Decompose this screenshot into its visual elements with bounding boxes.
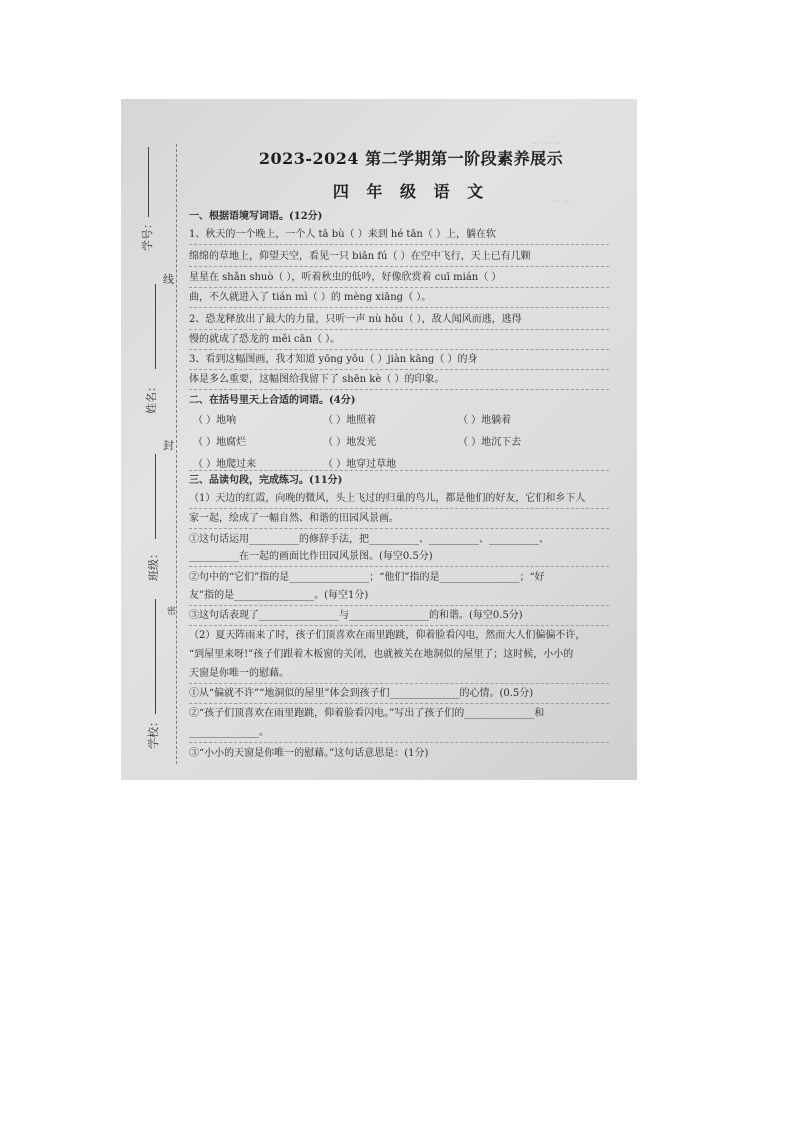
s2-phrase-item: （ ）地照着 xyxy=(323,415,377,426)
seal-secret-char: 密 xyxy=(167,607,177,617)
s2-phrase-item: （ ）地躺着 xyxy=(458,415,512,426)
binding-margin xyxy=(121,99,183,780)
s1-question-3-line: 3、看到这幅图画，我才知道 yōng yǒu（ ）jiàn kāng（ ）的身 xyxy=(189,354,478,365)
s3-p2-question-1: ①从“偏就不许”“地洞似的屋里”体会到孩子们______________的心情。(0.5分) xyxy=(189,688,534,699)
answer-rule xyxy=(189,329,609,330)
exam-title: 2023-2024 第二学期第一阶段素养展示 xyxy=(258,149,564,168)
s1-question-1-line: 星星在 shǎn shuò（ ），听着秋虫的低吟，好像欣赏着 cuī mián（ ） xyxy=(189,272,502,283)
s1-question-3-line: 体是多么重要，这幅图给我留下了 shēn kè（ ）的印象。 xyxy=(189,374,445,385)
s2-phrase-item: （ ）地响 xyxy=(193,415,237,426)
answer-rule xyxy=(189,266,609,267)
answer-rule xyxy=(189,605,609,606)
s3-p2-question-2: ②“孩子们顶喜欢在雨里跑跳，仰着脸看闪电。”写出了孩子们的______________和 xyxy=(189,708,545,719)
section-3-heading: 三、品读句段，完成练习。(11分) xyxy=(189,475,343,486)
exam-paper-scan xyxy=(121,99,637,780)
answer-rule xyxy=(189,287,609,288)
s3-p1-question-2: 友”指的是________________。(每空1分) xyxy=(189,590,369,601)
s1-question-2-line: 2、恐龙释放出了最大的力量，只听一声 nù hǒu（ ），敌人闻风而逃，逃得 xyxy=(189,314,522,325)
answer-rule xyxy=(189,349,609,350)
s3-p2-question-2: ______________。 xyxy=(189,727,269,738)
seal-seal-char: 封 xyxy=(163,439,174,452)
bleed-through-text: ⋯ ⋯ ⋯ xyxy=(531,139,564,149)
answer-rule xyxy=(189,508,609,509)
student-id-blank xyxy=(148,147,149,217)
class-blank xyxy=(155,454,156,539)
school-label: 学校： xyxy=(147,716,160,749)
s3-passage-1-line: （1）天边的红霞，向晚的微风，头上飞过的归巢的鸟儿，都是他们的好友，它们和乡下人 xyxy=(189,493,586,504)
seal-dashed-line xyxy=(176,144,177,764)
section-2-heading: 二、在括号里天上合适的词语。(4分) xyxy=(189,395,356,406)
answer-rule xyxy=(189,389,609,390)
s3-p1-question-3: ③这句话表现了________________与________________的和谐。(每空0.5分) xyxy=(189,610,523,621)
answer-rule xyxy=(189,566,609,567)
bleed-through-text: ⋯ ⋯ xyxy=(551,197,572,207)
s3-p1-question-1: __________在一起的画面比作田园风景图。(每空0.5分) xyxy=(189,551,433,562)
s1-question-1-line: 曲，不久就进入了 tián mì（ ）的 mèng xiāng（ ）。 xyxy=(189,292,432,303)
answer-rule xyxy=(189,244,609,245)
s2-phrase-item: （ ）地腐烂 xyxy=(193,437,247,448)
s2-phrase-item: （ ）地穿过草地 xyxy=(323,459,397,470)
s2-phrase-item: （ ）地沉下去 xyxy=(458,437,522,448)
s3-passage-2-line: 天窗是你唯一的慰藉。 xyxy=(189,668,289,679)
answer-rule xyxy=(189,625,609,626)
exam-subtitle: 四 年 级 语 文 xyxy=(332,182,490,201)
answer-rule xyxy=(189,470,609,471)
s3-p1-question-2: ②句中的“它们”指的是________________；“他们”指的是________________；“好 xyxy=(189,572,545,583)
s1-question-1-line: 1、秋天的一个晚上，一个人 tā bù（ ）来到 hé tān（ ）上，躺在软 xyxy=(189,229,497,240)
name-label: 姓名： xyxy=(145,381,158,414)
s2-phrase-item: （ ）地发光 xyxy=(323,437,377,448)
s1-question-1-line: 绵绵的草地上，仰望天空，看见一只 biān fú（ ）在空中飞行，天上已有几颗 xyxy=(189,251,531,262)
student-id-label: 学号： xyxy=(141,218,154,251)
s3-passage-2-line: “到屋里来呀!”孩子们跟着木板窗的关闭，也就被关在地洞似的屋里了；这时候，小小的 xyxy=(189,649,574,660)
s3-passage-2-line: （2）夏天阵雨来了时，孩子们顶喜欢在雨里跑跳，仰着脸看闪电，然而大人们偏偏不许， xyxy=(189,630,586,641)
s2-phrase-item: （ ）地爬过来 xyxy=(193,459,257,470)
s3-p1-question-1: ①这句话运用__________的修辞手法，把__________、__________、__________、 xyxy=(189,534,549,545)
s1-question-2-line: 慢的就成了恐龙的 měi cān（ ）。 xyxy=(189,334,341,345)
class-label: 班级： xyxy=(147,548,160,581)
answer-rule xyxy=(189,683,609,684)
answer-rule xyxy=(189,307,609,308)
s3-passage-1-line: 家一起，绘成了一幅自然、和谐的田园风景画。 xyxy=(189,513,399,524)
s3-p2-question-3: ③“小小的天窗是你唯一的慰藉。”这句话意思是：(1分) xyxy=(189,748,429,759)
seal-line-char: 线 xyxy=(163,273,174,286)
answer-rule xyxy=(189,528,609,529)
answer-rule xyxy=(189,703,609,704)
school-blank xyxy=(155,599,156,714)
name-blank xyxy=(155,284,156,369)
answer-rule xyxy=(189,369,609,370)
section-1-heading: 一、根据语境写词语。(12分) xyxy=(189,211,323,222)
answer-rule xyxy=(189,742,609,743)
